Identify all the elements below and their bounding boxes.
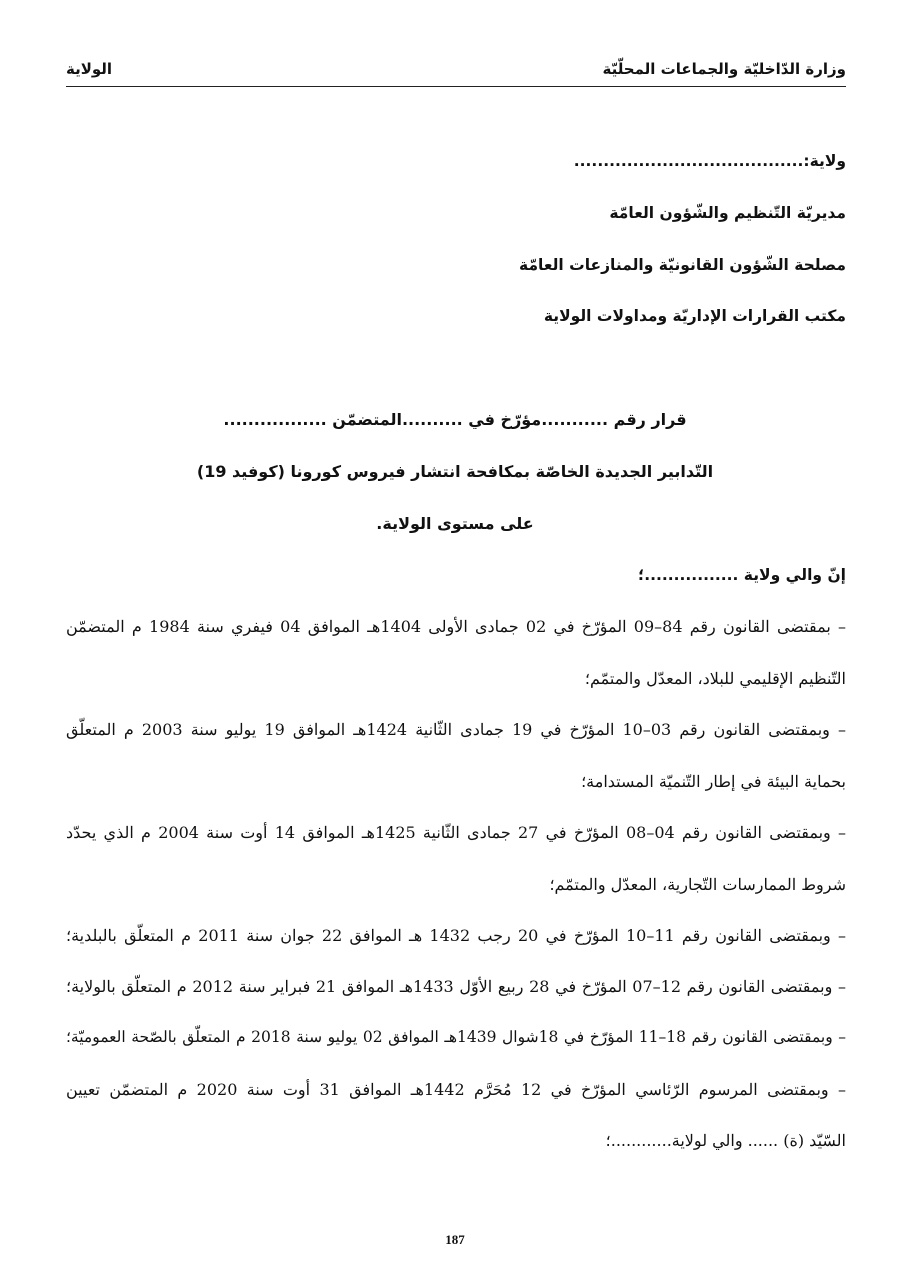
clause-3-line-1: – وبمقتضى القانون رقم 04–08 المؤرّخ في 27 جمادى الثّانية 1425هـ الموافق 14 أوت سنة 2004 م الذي يحدّد [66,823,847,842]
directorate-line: مديريّة التّنظيم والشّؤون العامّة [609,204,846,222]
decision-number-line: قرار رقم ...........مؤرّخ في ..........المتضمّن ................. [223,410,687,429]
clause-5-line: – وبمقتضى القانون رقم 12–07 المؤرّخ في 28 ربيع الأوّل 1433هـ الموافق 21 فبراير سنة 2012 م المتعلّق بالولاية؛ [66,977,846,996]
clause-6-line: – وبمقتضى القانون رقم 18–11 المؤرّخ في 18شوال 1439هـ الموافق 02 يوليو سنة 2018 م المتعلّق بالصّحة العموميّة؛ [66,1028,846,1046]
header-ministry: وزارة الدّاخليّة والجماعات المحلّيّة [602,60,846,78]
header-wilaya: الولاية [66,60,113,78]
clause-7-line-2: السّيّد (ة) ...... والي لولاية............؛ [605,1131,846,1150]
clause-7-line-1: – وبمقتضى المرسوم الرّئاسي المؤرّخ في 12 مُحَرَّم 1442هـ الموافق 31 أوت سنة 2020 م المتضمّن تعيين [66,1080,847,1099]
office-line: مكتب القرارات الإداريّة ومداولات الولاية [543,307,846,325]
clause-3-line-2: شروط الممارسات التّجارية، المعدّل والمتمّم؛ [549,875,846,894]
decision-subject-line: التّدابير الجديدة الخاصّة بمكافحة انتشار فيروس كورونا (كوفيد 19) [196,462,714,481]
decision-level-line: على مستوى الولاية. [376,514,534,533]
clause-1-line-2: التّنظيم الإقليمي للبلاد، المعدّل والمتمّم؛ [584,669,846,688]
clause-2-line-2: بحماية البيئة في إطار التّنميّة المستدامة؛ [581,772,846,791]
service-line: مصلحة الشّؤون القانونيّة والمنازعات العامّة [519,256,846,274]
wilaya-line: ولاية:....................................... [573,152,846,170]
page-number: 187 [445,1232,465,1247]
clause-1-line-1: – بمقتضى القانون رقم 84–09 المؤرّخ في 02 جمادى الأولى 1404هـ الموافق 04 فيفري سنة 1984 م المتضمّن [66,617,846,636]
page-header [66,58,846,87]
opening-line: إنّ والي ولاية ................؛ [638,566,846,584]
clause-4-line: – وبمقتضى القانون رقم 11–10 المؤرّخ في 20 رجب 1432 هـ الموافق 22 جوان سنة 2011 م المتعلّق بالبلدية؛ [66,926,847,945]
clause-2-line-1: – وبمقتضى القانون رقم 03–10 المؤرّخ في 19 جمادى الثّانية 1424هـ الموافق 19 يوليو سنة 2003 م المتعلّق [66,720,846,739]
